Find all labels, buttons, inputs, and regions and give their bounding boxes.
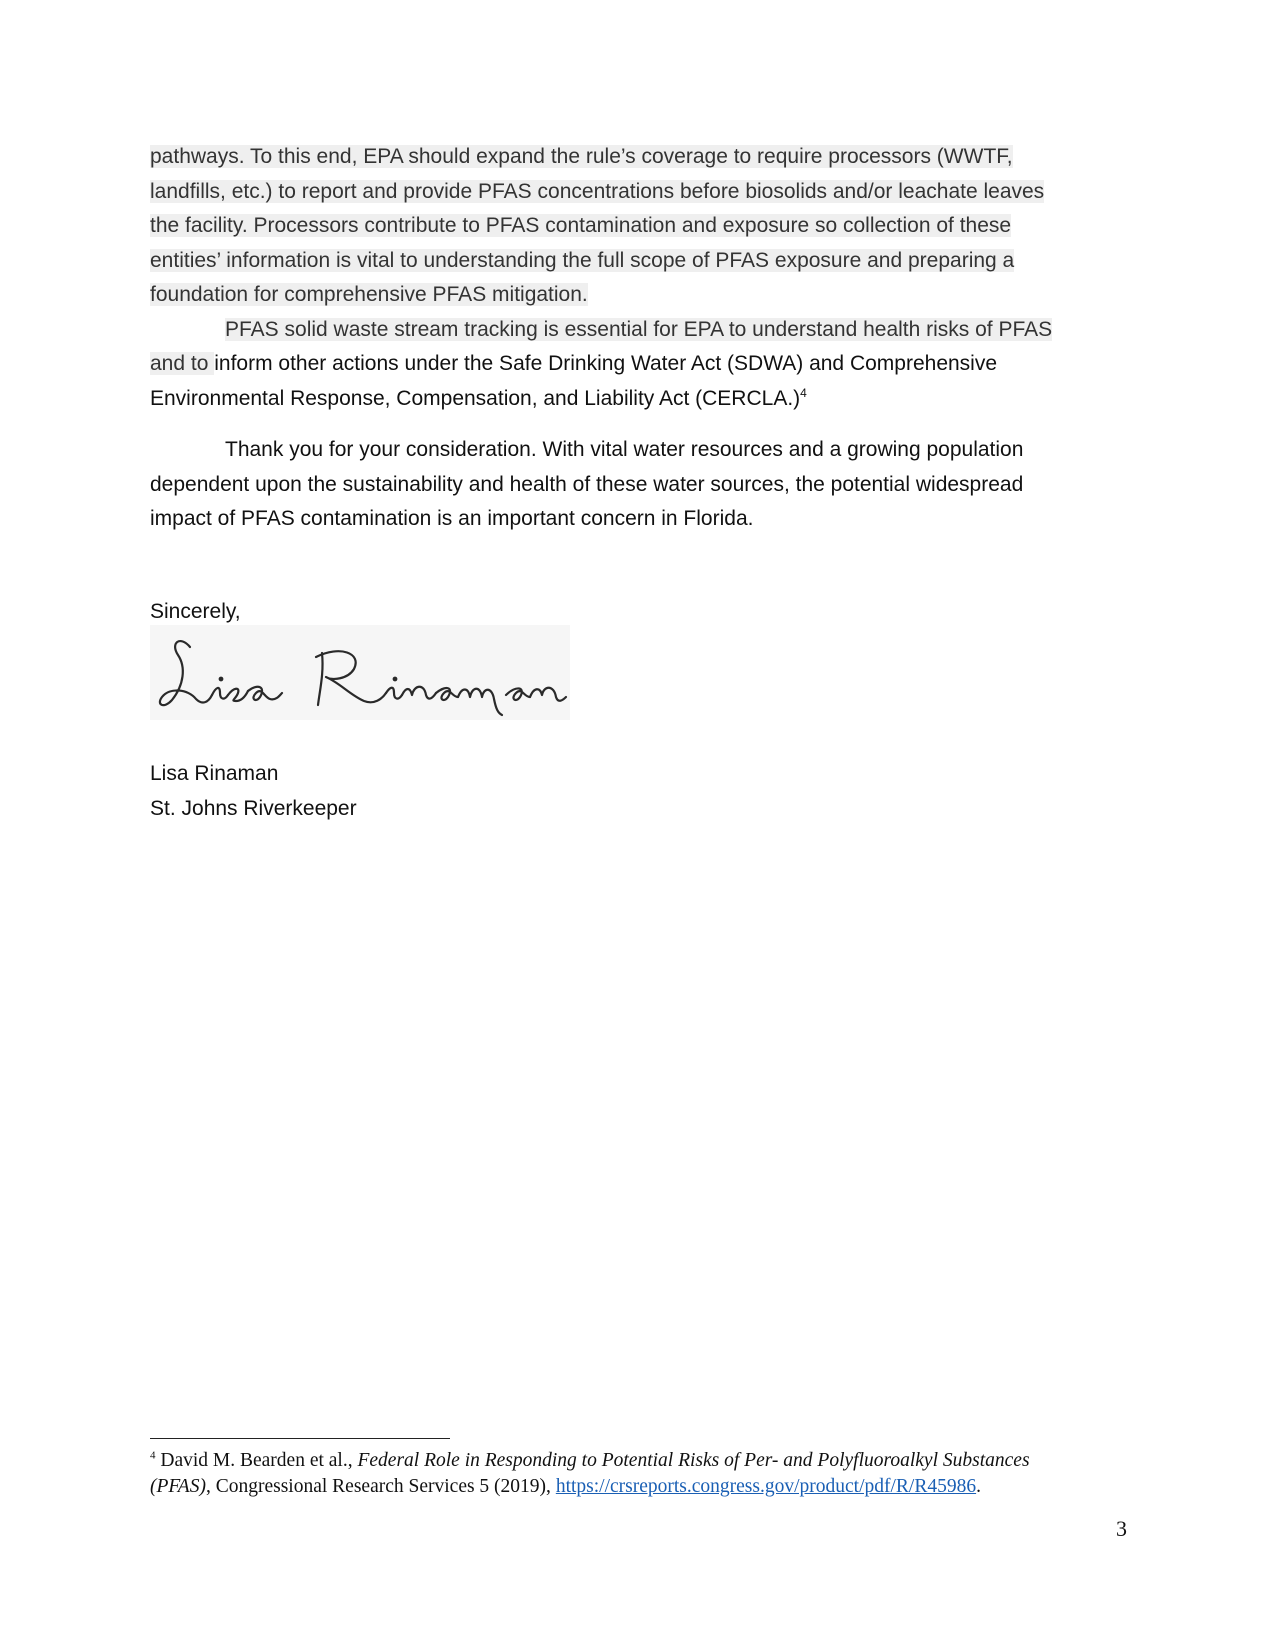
- footnote-number: 4: [150, 1449, 156, 1462]
- paragraph-line: entities’ information is vital to understanding the full scope of PFAS exposure and preparing a: [150, 248, 1015, 272]
- paragraph-line: inform other actions under the Safe Drinking Water Act (SDWA) and Comprehensive: [214, 352, 998, 375]
- paragraph-line: the facility. Processors contribute to PFAS contamination and exposure so collection of these: [150, 214, 1012, 237]
- paragraph-line: PFAS solid waste stream tracking is essential for EPA to understand health risks of PFAS: [225, 317, 1053, 341]
- footnote-title: Federal Role in Responding to Potential Risks of Per- and Polyfluoroalkyl Substances: [357, 1450, 1030, 1471]
- paragraph-line: dependent upon the sustainability and health of these water sources, the potential widespread: [150, 472, 1024, 496]
- footnote-divider: [150, 1438, 450, 1439]
- closing-text: Sincerely,: [150, 600, 241, 623]
- page-number: 3: [1116, 1516, 1127, 1541]
- paragraph-line: pathways. To this end, EPA should expand the rule’s coverage to require processors (WWTF,: [150, 145, 1013, 168]
- paragraph-tracking: [150, 313, 1130, 348]
- footnote-source: , Congressional Research Services 5 (2019),: [205, 1476, 556, 1497]
- signer-name: Lisa Rinaman: [150, 762, 279, 785]
- signer-block: [150, 757, 1130, 826]
- paragraph-pathways: [150, 140, 1130, 416]
- paragraph-line: landfills, etc.) to report and provide PFAS concentrations before biosolids and/or leachate leaves: [150, 179, 1045, 203]
- footnote: [150, 1448, 1150, 1500]
- footnote-reference: 4: [800, 385, 807, 400]
- footnote-end: .: [976, 1476, 981, 1497]
- paragraph-line: Thank you for your consideration. With vital water resources and a growing population: [225, 438, 1024, 461]
- paragraph-line: impact of PFAS contamination is an important concern in Florida.: [150, 507, 754, 530]
- footnote-author: David M. Bearden et al.,: [160, 1450, 358, 1471]
- paragraph-thank-you: [150, 433, 1130, 537]
- footnote-title-continued: (PFAS): [150, 1476, 206, 1497]
- paragraph-line: Environmental Response, Compensation, and Liability Act (CERCLA.): [150, 386, 801, 410]
- signer-organization: St. Johns Riverkeeper: [150, 796, 357, 820]
- footnote-link[interactable]: https://crsreports.congress.gov/product/pdf/R/R45986: [555, 1476, 977, 1497]
- paragraph-line: foundation for comprehensive PFAS mitigation.: [150, 283, 588, 306]
- paragraph-line-highlighted: and to: [150, 352, 215, 375]
- signature: [150, 625, 570, 720]
